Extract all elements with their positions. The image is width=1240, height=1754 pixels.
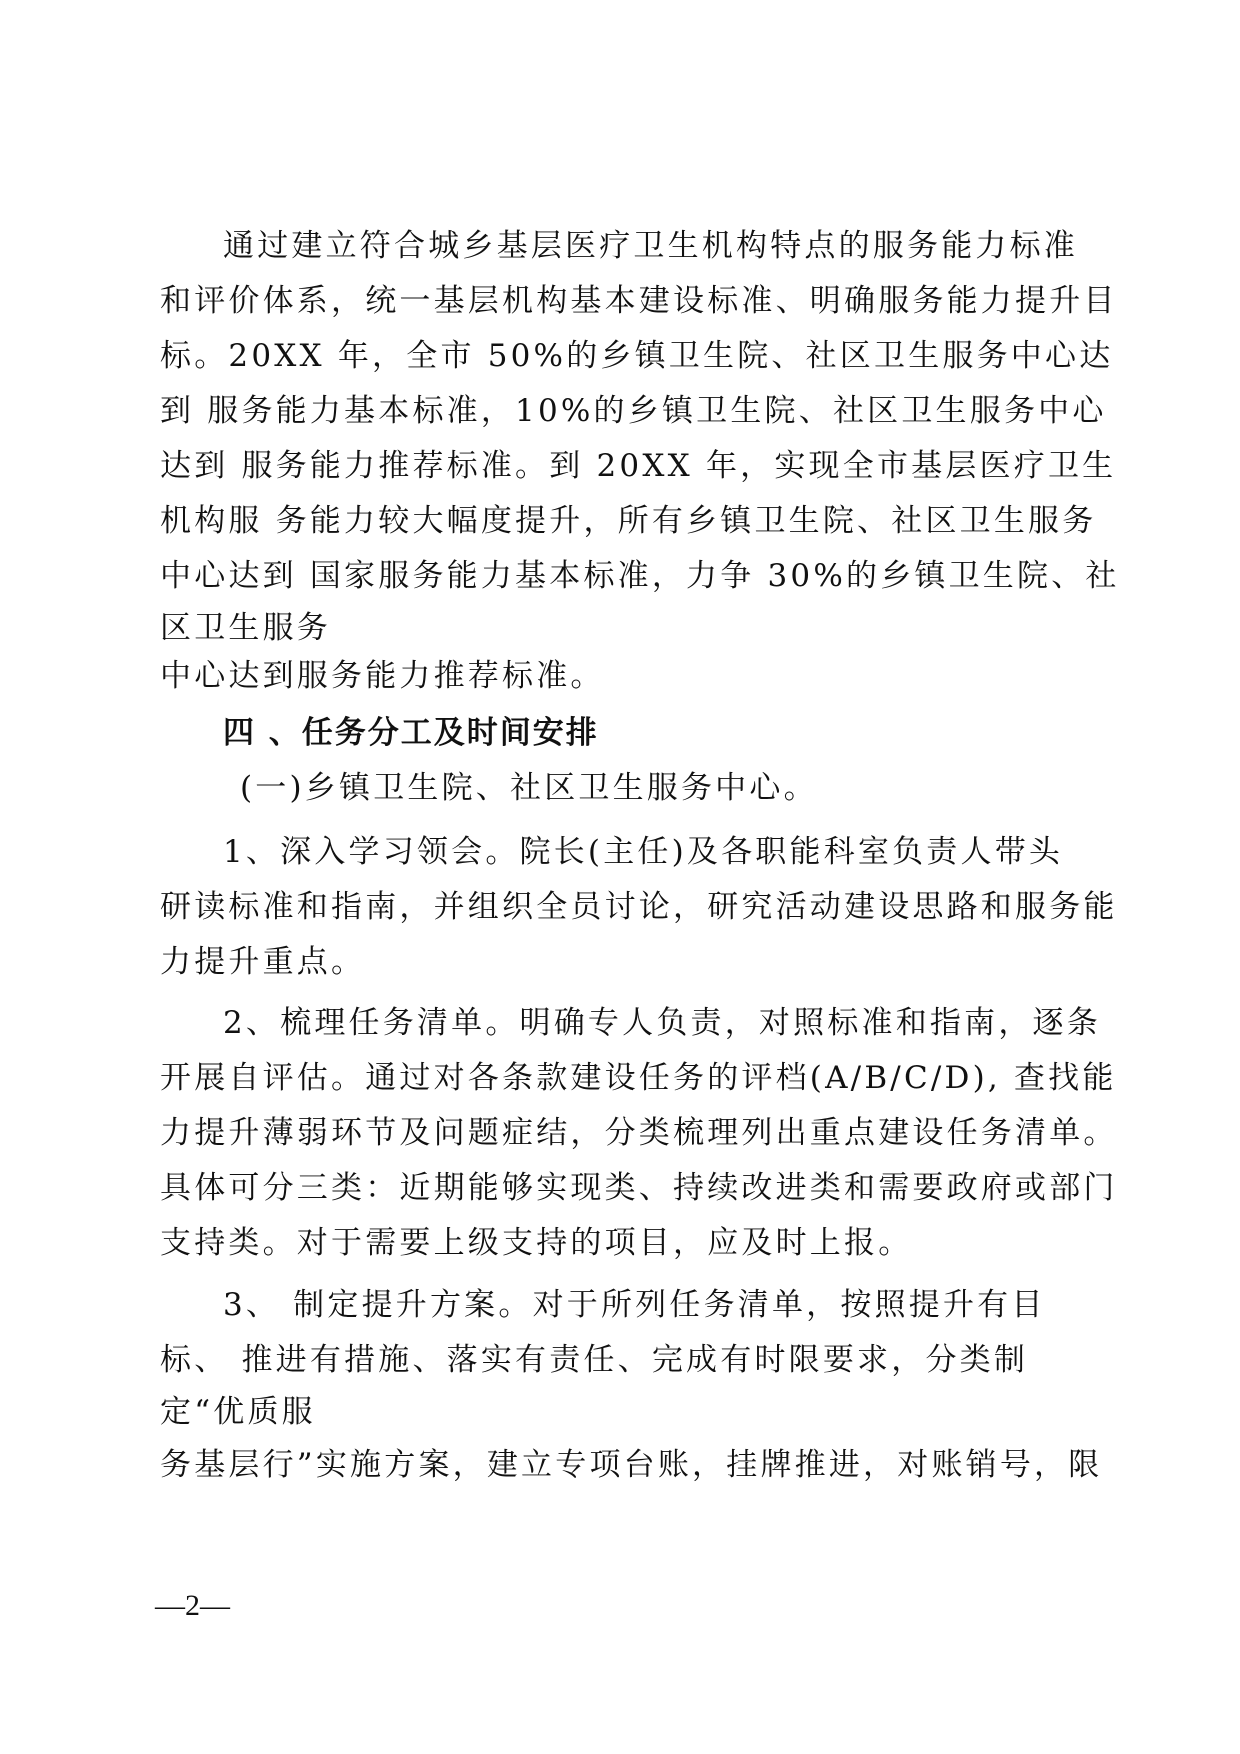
item3-line: 定“优质服 — [160, 1394, 316, 1430]
page-number: —2— — [155, 1589, 230, 1622]
paragraph-line: 中心达到 国家服务能力基本标准，力争 30%的乡镇卫生院、社 — [160, 558, 1120, 594]
item1-line: 力提升重点。 — [160, 944, 366, 980]
subsection-heading: (一)乡镇卫生院、社区卫生服务中心。 — [240, 770, 818, 806]
paragraph-line: 到 服务能力基本标准，10%的乡镇卫生院、社区卫生服务中心 — [160, 393, 1107, 429]
paragraph-line: 区卫生服务 — [160, 610, 331, 646]
paragraph-line: 中心达到服务能力推荐标准。 — [160, 658, 605, 694]
item3-line: 3、 制定提升方案。对于所列任务清单，按照提升有目 — [223, 1287, 1046, 1323]
section-heading: 四 、任务分工及时间安排 — [223, 715, 599, 751]
item2-line: 力提升薄弱环节及问题症结，分类梳理列出重点建设任务清单。 — [160, 1115, 1118, 1151]
item2-line: 具体可分三类：近期能够实现类、持续改进类和需要政府或部门 — [160, 1170, 1118, 1206]
paragraph-line: 通过建立符合城乡基层医疗卫生机构特点的服务能力标准 — [223, 228, 1078, 264]
paragraph-line: 和评价体系，统一基层机构基本建设标准、明确服务能力提升目 — [160, 283, 1118, 319]
paragraph-line: 标。20XX 年，全市 50%的乡镇卫生院、社区卫生服务中心达 — [160, 338, 1114, 374]
item3-line: 务基层行”实施方案，建立专项台账，挂牌推进，对账销号，限 — [160, 1447, 1103, 1483]
item2-line: 开展自评估。通过对各条款建设任务的评档(A/B/C/D), 查找能 — [160, 1060, 1117, 1096]
item3-line: 标、 推进有措施、落实有责任、完成有时限要求，分类制 — [160, 1342, 1029, 1378]
paragraph-line: 达到 服务能力推荐标准。到 20XX 年，实现全市基层医疗卫生 — [160, 448, 1117, 484]
item2-line: 2、梳理任务清单。明确专人负责，对照标准和指南，逐条 — [223, 1005, 1101, 1041]
paragraph-line: 机构服 务能力较大幅度提升，所有乡镇卫生院、社区卫生服务 — [160, 503, 1097, 539]
item1-line: 1、深入学习领会。院长(主任)及各职能科室负责人带头 — [223, 834, 1064, 870]
item2-line: 支持类。对于需要上级支持的项目，应及时上报。 — [160, 1225, 913, 1261]
item1-line: 研读标准和指南，并组织全员讨论，研究活动建设思路和服务能 — [160, 889, 1118, 925]
